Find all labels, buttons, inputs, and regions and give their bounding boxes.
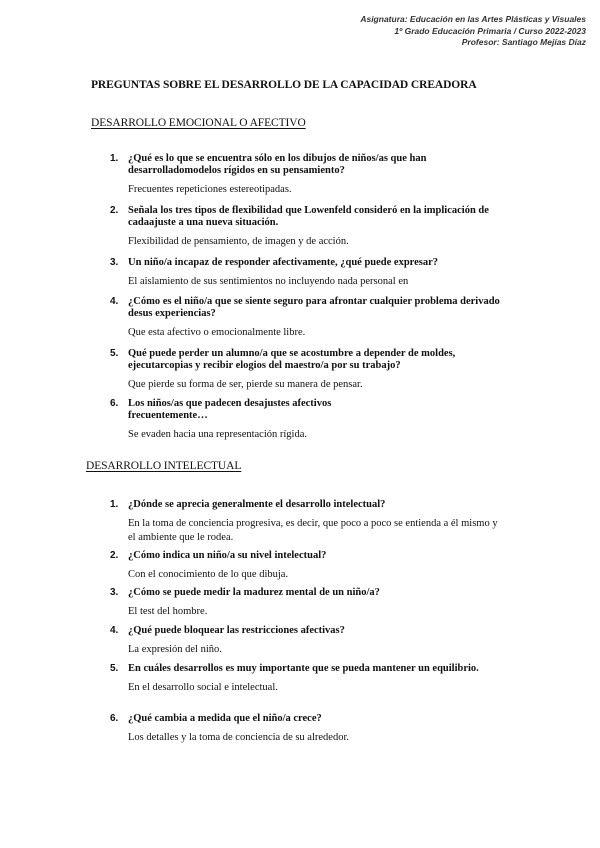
header-subject: Asignatura: Educación en las Artes Plásticas y Visuales <box>360 14 586 24</box>
question-number: 5. <box>110 663 119 674</box>
answer-text: En el desarrollo social e intelectual. <box>128 682 278 693</box>
answer-text: Los detalles y la toma de conciencia de su alrededor. <box>128 732 349 743</box>
answer-text: El aislamiento de sus sentimientos no incluyendo nada personal en <box>128 276 409 287</box>
answer-text: Flexibilidad de pensamiento, de imagen y de acción. <box>128 236 349 247</box>
question-text: ¿Cómo se puede medir la madurez mental de un niño/a? <box>128 587 380 598</box>
section-title-intelectual: DESARROLLO INTELECTUAL <box>86 460 242 472</box>
question-item <box>110 257 500 296</box>
question-item <box>110 587 500 625</box>
header-grade: 1º Grado Educación Primaria / Curso 2022-2023 <box>394 25 586 36</box>
question-item <box>110 205 500 257</box>
question-list-intelectual <box>110 499 500 751</box>
answer-text: El test del hombre. <box>128 606 208 617</box>
question-text: Señala los tres tipos de flexibilidad que Lowenfeld consideró en la implicación de cadaajuste a una nueva situación. <box>128 205 489 228</box>
question-item <box>110 663 500 713</box>
answer-text: Que pierde su forma de ser, pierde su manera de pensar. <box>128 379 363 390</box>
question-item <box>110 153 500 205</box>
answer-text: La expresión del niño. <box>128 644 222 655</box>
question-number: 4. <box>110 625 119 636</box>
question-list-emocional <box>110 153 500 448</box>
page-title: PREGUNTAS SOBRE EL DESARROLLO DE LA CAPACIDAD CREADORA <box>91 79 477 91</box>
question-text: En cuáles desarrollos es muy importante que se pueda mantener un equilibrio. <box>128 663 479 674</box>
answer-text: Con el conocimiento de lo que dibuja. <box>128 569 289 580</box>
question-number: 1. <box>110 499 119 510</box>
answer-text: Frecuentes repeticiones estereotipadas. <box>128 184 292 195</box>
answer-text: Se evaden hacia una representación rígida. <box>128 429 307 440</box>
question-text: ¿Cómo es el niño/a que se siente seguro para afrontar cualquier problema derivado desus experiencias? <box>128 296 500 319</box>
question-number: 5. <box>110 348 119 359</box>
question-text: ¿Cómo indica un niño/a su nivel intelectual? <box>128 550 327 561</box>
question-text: ¿Dónde se aprecia generalmente el desarrollo intelectual? <box>128 499 386 510</box>
answer-text: Que esta afectivo o emocionalmente libre. <box>128 327 306 338</box>
question-number: 3. <box>110 257 119 268</box>
answer-text: En la toma de conciencia progresiva, es decir, que poco a poco se entienda a él mismo y el ambiente que le rodea. <box>128 518 498 543</box>
question-number: 2. <box>110 205 119 216</box>
question-number: 6. <box>110 398 119 409</box>
question-text: ¿Qué es lo que se encuentra sólo en los dibujos de niños/as que han desarrolladomodelos rígidos en su pensamiento? <box>128 153 427 176</box>
question-number: 2. <box>110 550 119 561</box>
question-text: Qué puede perder un alumno/a que se acostumbre a depender de moldes, ejecutarcopias y recibir elogios del maestro/a por su trabajo? <box>128 348 456 371</box>
question-item <box>110 713 500 751</box>
question-item <box>110 550 500 587</box>
course-header <box>360 14 586 49</box>
question-item <box>110 296 500 348</box>
question-text: Un niño/a incapaz de responder afectivamente, ¿qué puede expresar? <box>128 257 439 268</box>
header-professor: Profesor: Santiago Mejías Díaz <box>461 37 586 47</box>
section-title-emocional: DESARROLLO EMOCIONAL O AFECTIVO <box>91 117 306 129</box>
question-item <box>110 398 500 448</box>
question-item <box>110 499 500 550</box>
question-item <box>110 348 500 398</box>
question-number: 1. <box>110 153 119 164</box>
question-text: ¿Qué cambia a medida que el niño/a crece? <box>128 713 322 724</box>
question-item <box>110 625 500 663</box>
question-number: 6. <box>110 713 119 724</box>
question-text: ¿Qué puede bloquear las restricciones afectivas? <box>128 625 345 636</box>
question-number: 3. <box>110 587 119 598</box>
question-text: Los niños/as que padecen desajustes afectivos frecuentemente… <box>128 398 332 421</box>
question-number: 4. <box>110 296 119 307</box>
